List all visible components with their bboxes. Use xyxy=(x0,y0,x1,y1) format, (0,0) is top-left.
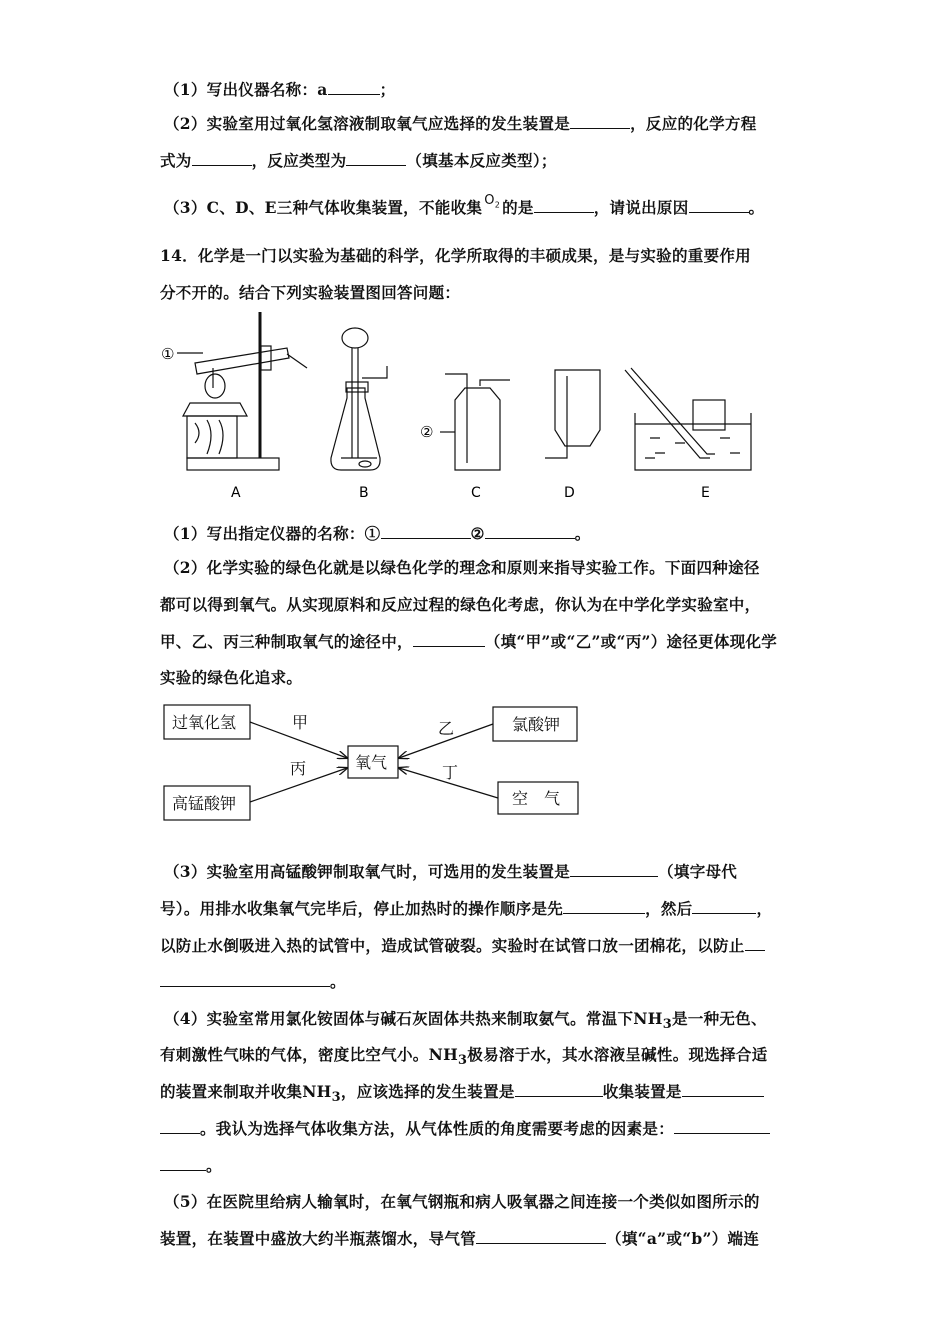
apparatus-e xyxy=(625,368,751,470)
label-d: D xyxy=(564,485,575,501)
q13-part2-line1: （2）实验室用过氧化氢溶液制取氧气应选择的发生装置是 ，反应的化学方程 xyxy=(164,114,757,133)
label-bing: 丙 xyxy=(290,759,307,778)
label-ding: 丁 xyxy=(442,763,459,782)
answer-blank[interactable] xyxy=(570,114,630,129)
q14-part4-line2: 有刺激性气味的气体，密度比空气小。$NH_3$极易溶于水，其水溶液呈碱性。现选择合适 xyxy=(160,1045,768,1069)
label-o2: 氧气 xyxy=(355,753,388,772)
label-e: E xyxy=(701,485,710,501)
q14-part4-line5: 。 xyxy=(160,1154,222,1176)
q14-part4-line1: （4）实验室常用氯化铵固体与碱石灰固体共热来制取氨气。常温下$NH_3$是一种无色、 xyxy=(164,1009,767,1033)
q14-part2-line2: 都可以得到氧气。从实现原料和反应过程的绿色化考虑，你认为在中学化学实验室中， xyxy=(160,595,761,614)
q14-part4-line4: 。我认为选择气体收集方法，从气体性质的角度需要考虑的因素是： xyxy=(160,1117,770,1139)
answer-blank[interactable] xyxy=(745,936,765,951)
answer-blank[interactable] xyxy=(160,1156,206,1171)
answer-blank[interactable] xyxy=(692,899,756,914)
q14-part3-line4: 。 xyxy=(160,970,346,992)
answer-blank[interactable] xyxy=(476,1229,606,1244)
label-b: B xyxy=(359,485,369,501)
q13-part1: （1）写出仪器名称：a ； xyxy=(164,80,396,99)
answer-blank[interactable] xyxy=(160,1119,200,1134)
q14-part1: （1）写出指定仪器的名称：① ② 。 xyxy=(164,524,591,543)
answer-blank[interactable] xyxy=(192,151,252,166)
marker-1: ① xyxy=(161,345,175,363)
q14-stem-line2: 分不开的。结合下列实验装置图回答问题： xyxy=(160,283,461,302)
apparatus-figure xyxy=(155,308,765,508)
answer-blank[interactable] xyxy=(160,972,330,987)
q14-part2-line4: 实验的绿色化追求。 xyxy=(160,668,303,687)
q14-part2-line3: 甲、乙、丙三种制取氧气的途径中， （填“甲”或“乙”或“丙”）途径更体现化学 xyxy=(160,632,778,651)
answer-blank[interactable] xyxy=(515,1082,603,1097)
label-c: C xyxy=(471,485,481,501)
q14-part5-line1: （5）在医院里给病人输氧时，在氧气钢瓶和病人吸氧器之间连接一个类似如图所示的 xyxy=(164,1192,760,1211)
q14-part3-line3: 以防止水倒吸进入热的试管中，造成试管破裂。实验时在试管口放一团棉花，以防止 xyxy=(160,934,765,956)
label-kmno4: 高锰酸钾 xyxy=(172,794,237,813)
q14-part5-line2: 装置，在装置中盛放大约半瓶蒸馏水，导气管 （填“a”或“b”）端连 xyxy=(160,1229,760,1248)
label-h2o2: 过氧化氢 xyxy=(172,713,237,732)
q14-part3-line2: 号）。用排水收集氧气完毕后，停止加热时的操作顺序是先 ，然后 ， xyxy=(160,899,773,918)
answer-blank[interactable] xyxy=(328,80,380,95)
answer-blank[interactable] xyxy=(570,862,658,877)
apparatus-a xyxy=(177,312,307,470)
label-kclo3: 氯酸钾 xyxy=(512,715,561,734)
answer-blank[interactable] xyxy=(563,899,645,914)
label-yi: 乙 xyxy=(438,719,455,738)
answer-blank[interactable] xyxy=(674,1119,770,1134)
answer-blank[interactable] xyxy=(485,524,575,539)
apparatus-d xyxy=(545,370,600,458)
label-jia: 甲 xyxy=(292,713,309,732)
answer-blank[interactable] xyxy=(689,198,749,213)
q13-part2-line2: 式为 ，反应类型为 （填基本反应类型）； xyxy=(160,151,557,170)
answer-blank[interactable] xyxy=(534,198,594,213)
label-a: A xyxy=(231,485,241,501)
q14-stem-line1: 14．化学是一门以实验为基础的科学，化学所取得的丰硕成果，是与实验的重要作用 xyxy=(160,246,751,265)
answer-blank[interactable] xyxy=(381,524,471,539)
pathway-diagram xyxy=(160,700,585,825)
label-air: 空 气 xyxy=(512,789,561,808)
answer-blank[interactable] xyxy=(682,1082,764,1097)
answer-blank[interactable] xyxy=(413,632,485,647)
q14-part2-line1: （2）化学实验的绿色化就是以绿色化学的理念和原则来指导实验工作。下面四种途径 xyxy=(164,558,760,577)
marker-2: ② xyxy=(420,423,434,441)
o2-formula: $O_2$ xyxy=(484,193,501,210)
q13-part3: （3）C、D、E三种气体收集装置，不能收集 $O_2$ 的是 ，请说出原因 。 xyxy=(164,193,765,217)
answer-blank[interactable] xyxy=(346,151,406,166)
q14-part4-line3: 的装置来制取并收集$NH_3$，应该选择的发生装置是 收集装置是 xyxy=(160,1080,764,1105)
q14-part3-line1: （3）实验室用高锰酸钾制取氧气时，可选用的发生装置是 （填字母代 xyxy=(164,862,738,881)
apparatus-b xyxy=(331,328,387,470)
apparatus-c xyxy=(440,374,510,470)
